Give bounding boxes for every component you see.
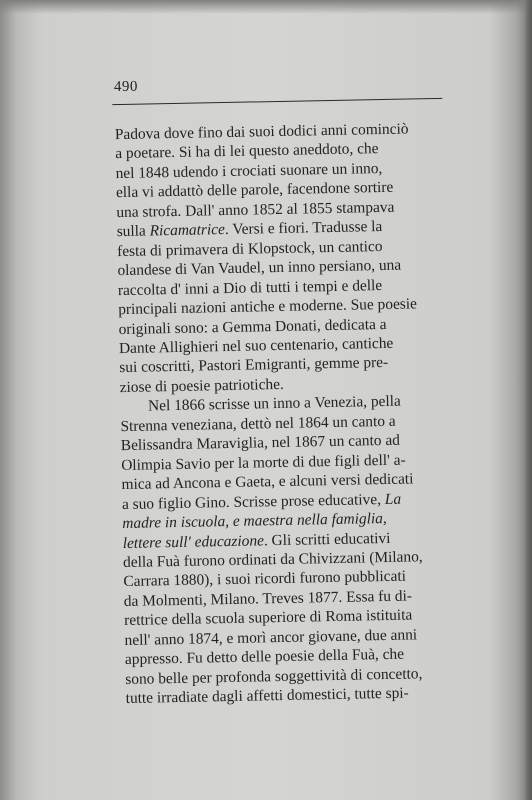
text-line: mica ad Ancona e Gaeta, e alcuni versi dedicati [121,470,414,494]
text-line: originali sono: a Gemma Donati, dedicata a [118,315,387,338]
text-line: nell' anno 1874, e morì ancor giovane, due anni [124,626,418,649]
text-run: . Gli scritti educativi [263,529,391,549]
scan-right-edge [524,0,532,800]
text-line: sui coscritti, Pastori Emigranti, gemme pre- [119,354,389,377]
text-line: Padova dove fino dai suoi dodici anni cominciò [114,120,409,144]
text-line: Dante Allighieri nel suo centenario, cantiche [118,334,394,358]
text-line: una strofa. Dall' anno 1852 al 1855 stampava [116,198,395,221]
text-line: Nel 1866 scrisse un inno a Venezia, pella [147,393,401,415]
text-line: ella vi addattò delle parole, facendone sortire [115,179,394,202]
text-line: ziose di poesie patriotiche. [119,375,284,396]
text-line: nel 1848 udendo i crociati suonare un inno, [115,159,383,183]
italic-title: lettere sull' educazione [122,531,265,552]
text-line: a poetare. Si ha di lei questo aneddoto, che [115,140,379,163]
text-line: Olimpia Savio per la morte di due figli dell' a- [121,451,406,474]
italic-title: madre in iscuola, e maestra nella famiglia, [122,510,387,533]
text-run: sulla [116,222,150,241]
text-line: sono belle per profonda soggettività di concetto, [125,665,423,688]
text-run: a suo figlio Gino. Scrisse prose educative, [121,490,385,513]
italic-title: La [384,490,402,508]
text-line: tutte irradiate dagli affetti domestici, tutte spi- [125,684,409,708]
page-number: 490 [113,78,139,96]
header-rule [112,98,442,105]
text-line: Strenna veneziana, dettò nel 1864 un canto a [120,412,396,435]
text-line: Belissandra Maraviglia, nel 1867 un canto ad [120,431,401,455]
text-run: . Versi e fiori. Tradusse la [224,218,383,239]
text-line: della Fuà furono ordinati da Chivizzani (Milano, [122,548,423,572]
text-line: raccolta d' inni a Dio di tutti i tempi e delle [117,276,383,299]
text-line: principali nazioni antiche e moderne. Sue poesie [118,295,418,319]
text-line: Carrara 1880), i suoi ricordi furono pubblicati [123,568,407,591]
text-line: olandese di Van Vaudel, un inno persiano, una [117,256,402,280]
text-line: appresso. Fu detto delle poesie della Fuà, che [124,645,405,669]
text-line: rettrice della scuola superiore di Roma istituita [124,606,413,630]
text-line: da Molmenti, Milano. Treves 1877. Essa fu di- [123,587,413,610]
body-text [115,118,471,708]
italic-title: Ricamatrice [149,221,226,240]
text-line: festa di primavera di Klopstock, un cantico [116,237,383,260]
